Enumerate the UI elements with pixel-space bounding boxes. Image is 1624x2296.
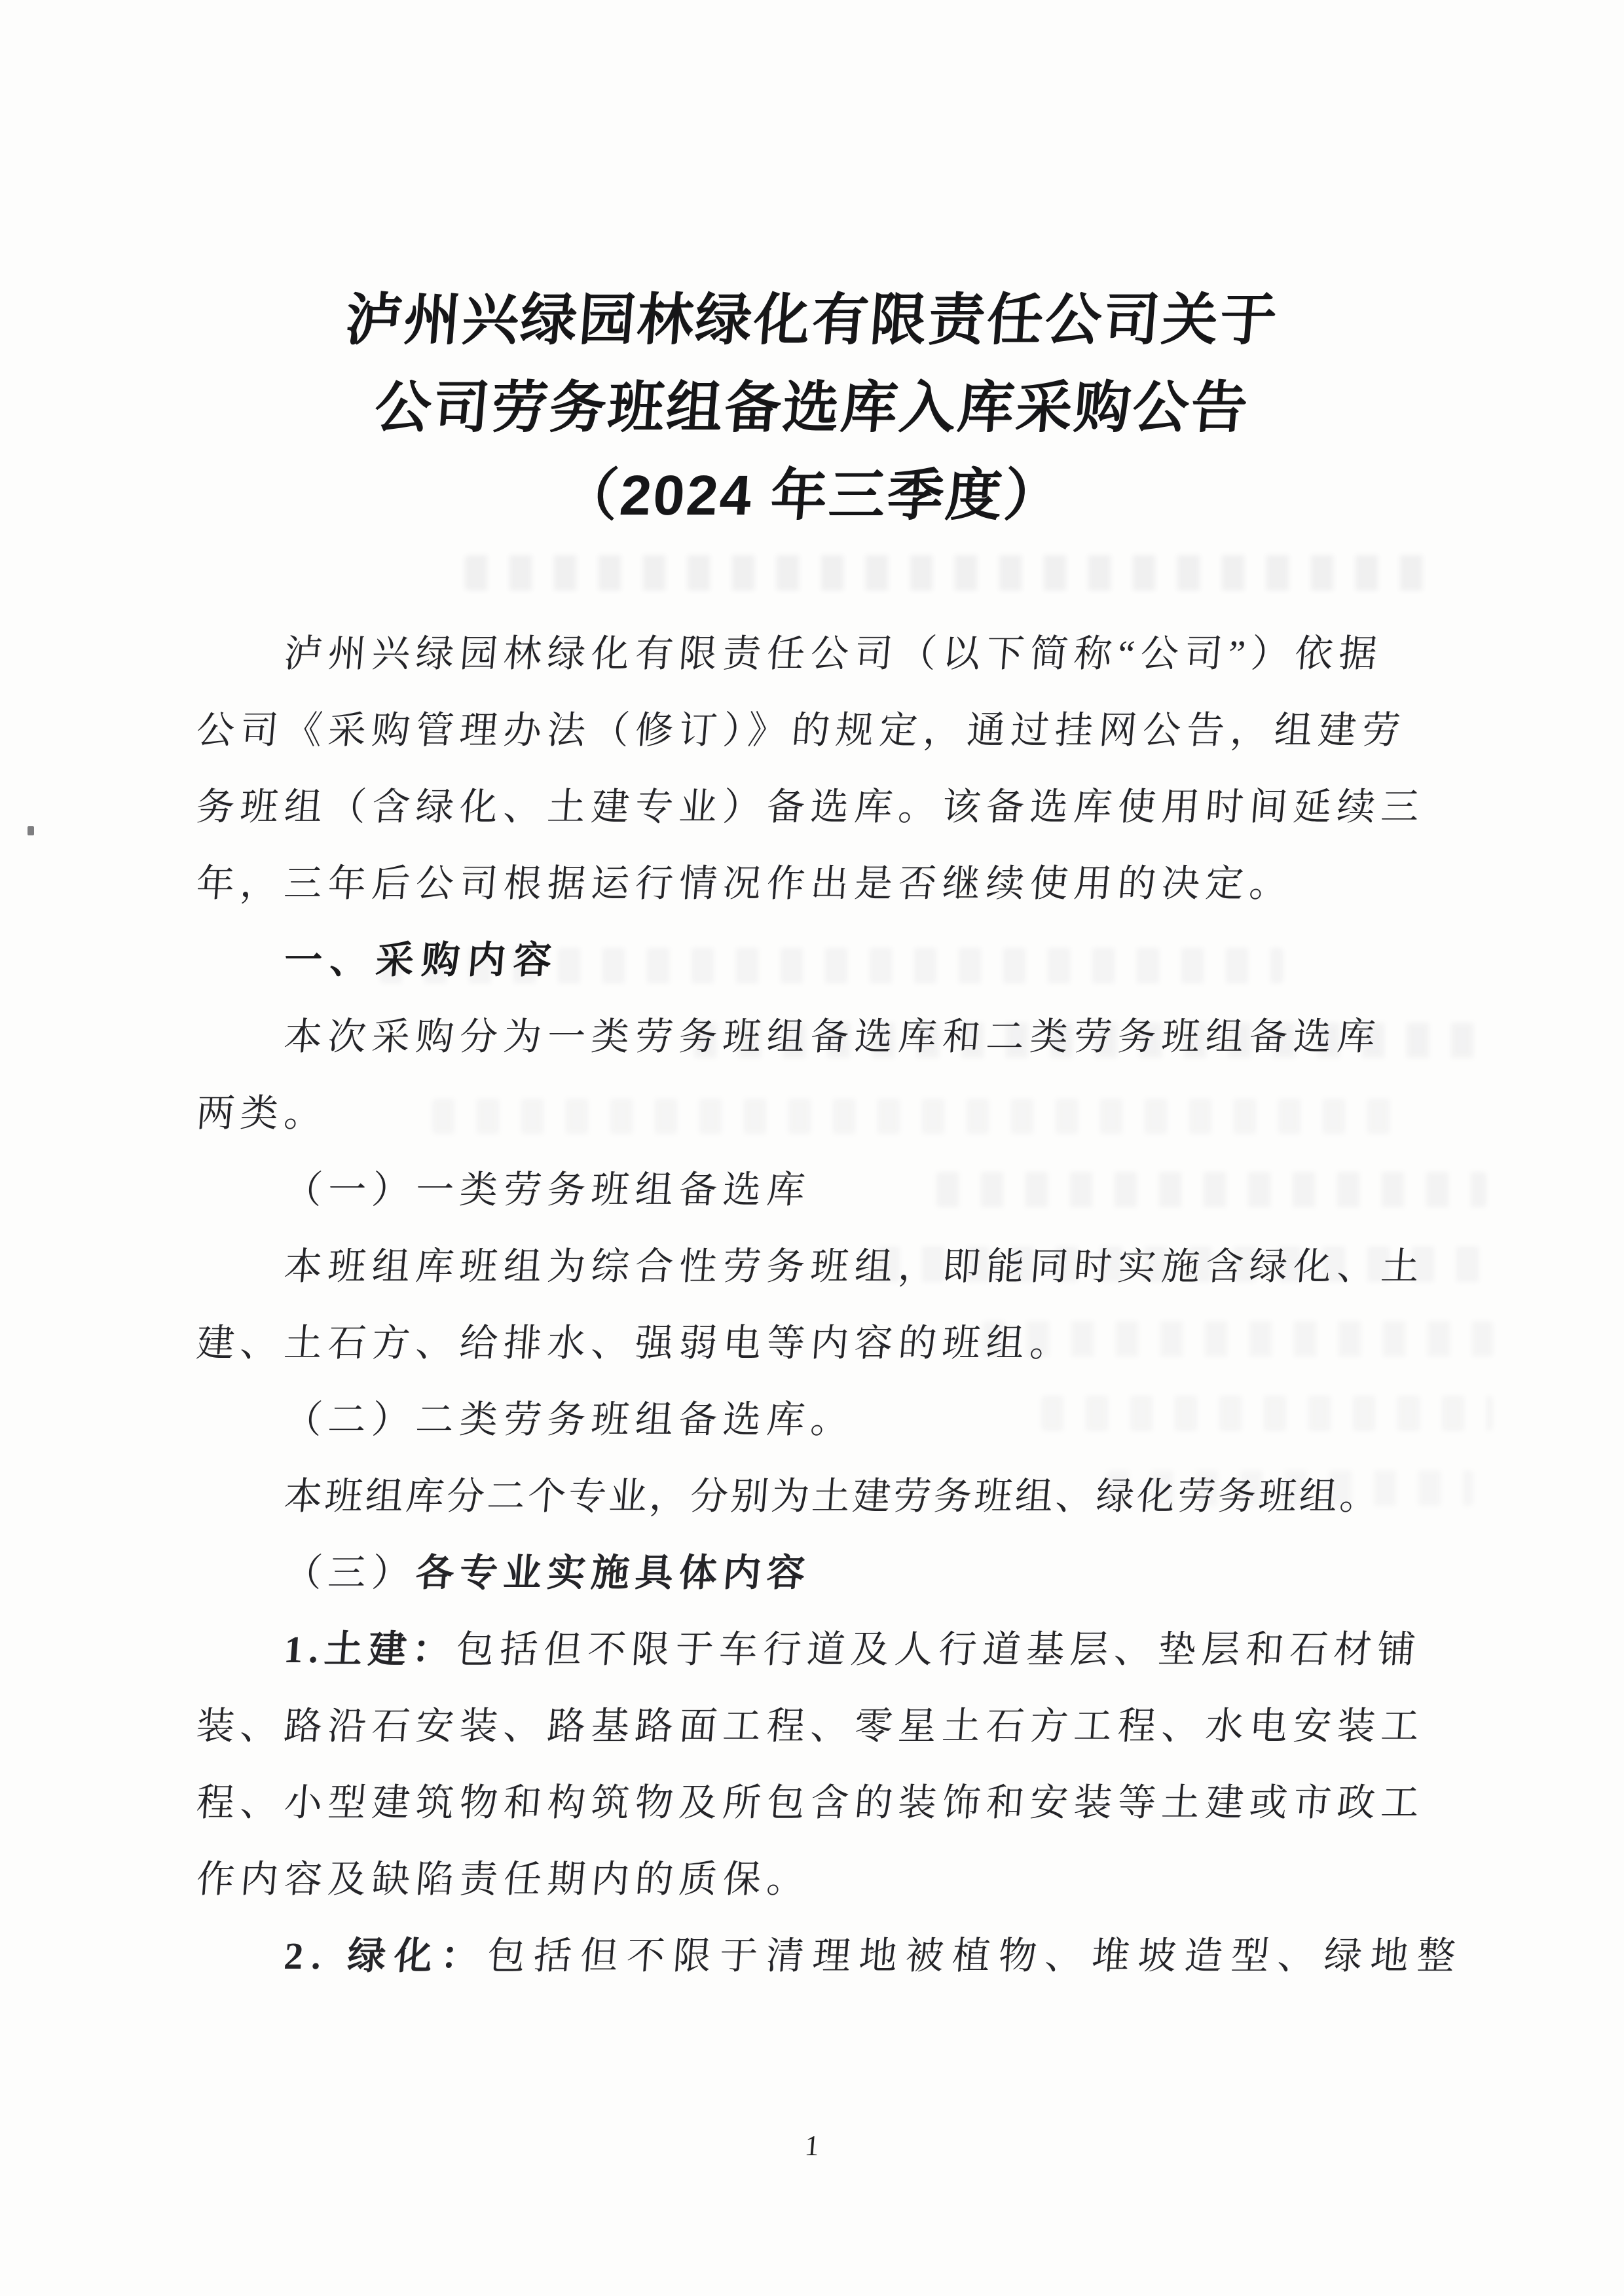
paragraph-6-line-1 [193, 1918, 1466, 1994]
subsection-3-heading-number: （三） [282, 1552, 418, 1594]
title-line-2: 公司劳务班组备选库入库采购公告 [372, 376, 1252, 439]
paragraph-5-line-2: 装、路沿石安装、路基路面工程、零星土石方工程、水电安装工 [194, 1705, 1427, 1747]
title-line-1: 泸州兴绿园林绿化有限责任公司关于 [343, 289, 1281, 352]
paragraph-3-line-1: 本班组库班组为综合性劳务班组，即能同时实施含绿化、土 [282, 1245, 1427, 1288]
item-2-text: 包括但不限于清理地被植物、堆坡造型、绿地整 [485, 1935, 1466, 1977]
scan-speck-artifact [28, 826, 34, 835]
item-1-lead: 1.土建： [282, 1628, 458, 1671]
title-line-3: （2024 年三季度） [559, 464, 1065, 527]
paragraph-5-line-3: 程、小型建筑物和构筑物及所包含的装饰和安装等土建或市政工 [194, 1781, 1427, 1824]
section-1-heading: 一、采购内容 [282, 939, 561, 981]
paragraph-5-line-4: 作内容及缺陷责任期内的质保。 [194, 1858, 813, 1901]
paragraph-1-line-4: 年，三年后公司根据运行情况作出是否继续使用的决定。 [194, 862, 1295, 905]
paragraph-1-line-2: 公司《采购管理办法（修订）》的规定，通过挂网公告，组建劳 [194, 709, 1408, 752]
subsection-3-heading-text: 各专业实施具体内容 [414, 1552, 813, 1594]
subsection-3-heading [193, 1535, 1430, 1611]
paragraph-2-line-2: 两类。 [194, 1092, 330, 1135]
paragraph-2-line-1: 本次采购分为一类劳务班组备选库和二类劳务班组备选库 [282, 1015, 1383, 1058]
item-1-text: 包括但不限于车行道及人行道基层、垫层和石材铺 [454, 1628, 1424, 1671]
paragraph-1-line-1: 泸州兴绿园林绿化有限责任公司（以下简称“公司”）依据 [282, 632, 1385, 675]
subsection-2-heading: （二）二类劳务班组备选库。 [282, 1398, 857, 1441]
subsection-1-heading: （一）一类劳务班组备选库 [282, 1169, 813, 1211]
bleedthrough-artifact [465, 555, 1434, 591]
page-number: 1 [803, 2130, 821, 2162]
document-title [98, 276, 1526, 539]
paragraph-3-line-2: 建、土石方、给排水、强弱电等内容的班组。 [194, 1322, 1076, 1364]
document-body [194, 615, 1466, 1994]
paragraph-1-line-3: 务班组（含绿化、土建专业）备选库。该备选库使用时间延续三 [194, 786, 1427, 828]
paragraph-4-line-1: 本班组库分二个专业，分别为土建劳务班组、绿化劳务班组。 [282, 1475, 1382, 1518]
paragraph-5-line-1 [193, 1611, 1430, 1688]
item-2-lead: 2. 绿化： [282, 1935, 489, 1977]
